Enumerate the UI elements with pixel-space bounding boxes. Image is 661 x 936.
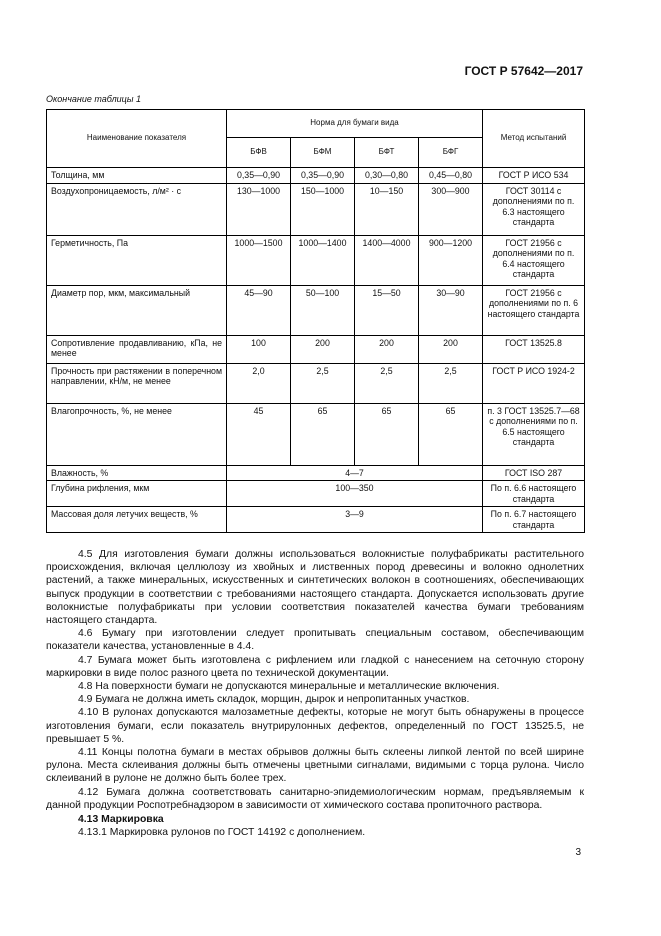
row-value: 2,5 <box>291 363 355 403</box>
row-value: 65 <box>419 403 483 465</box>
row-method: ГОСТ Р ИСО 534 <box>483 168 585 184</box>
table-row <box>47 507 585 533</box>
row-value: 2,5 <box>419 363 483 403</box>
page-number: 3 <box>575 847 581 858</box>
paragraph: 4.8 На поверхности бумаги не допускаются минеральные и металлические включения. <box>78 681 500 693</box>
row-value: 2,0 <box>227 363 291 403</box>
row-value: 2,5 <box>355 363 419 403</box>
row-name: Диаметр пор, мкм, максимальный <box>47 285 227 335</box>
row-method: По п. 6.7 настоящего стандарта <box>483 507 585 533</box>
table-row <box>47 235 585 285</box>
row-value: 1400—4000 <box>355 235 419 285</box>
paragraph: 4.7 Бумага может быть изготовлена с рифлением или гладкой с нанесением на сеточную сторону маркировки в виде полос разного цвета по технической документации. <box>46 654 584 679</box>
row-value: 0,30—0,80 <box>355 168 419 184</box>
row-value: 45 <box>227 403 291 465</box>
row-value: 0,35—0,90 <box>227 168 291 184</box>
row-name: Влагопрочность, %, не менее <box>47 403 227 465</box>
row-name: Сопротивление продавливанию, кПа, не менее <box>47 335 227 363</box>
row-method: ГОСТ 21956 с дополнениями по п. 6.4 настоящего стандарта <box>483 235 585 285</box>
row-value: 100—350 <box>227 481 483 507</box>
row-method: ГОСТ 30114 с дополнениями по п. 6.3 настоящего стандарта <box>483 183 585 235</box>
paragraph: 4.6 Бумагу при изготовлении следует пропитывать специальным составом, обеспечивающим показатели качества, установленные в 4.4. <box>46 628 584 653</box>
row-value: 300—900 <box>419 183 483 235</box>
row-value: 100 <box>227 335 291 363</box>
row-value: 1000—1400 <box>291 235 355 285</box>
row-value: 45—90 <box>227 285 291 335</box>
row-name: Массовая доля летучих веществ, % <box>47 507 227 533</box>
table-row <box>47 465 585 481</box>
row-method: п. 3 ГОСТ 13525.7—68 с дополнениями по п. 6.5 настоящего стандарта <box>483 403 585 465</box>
row-value: 50—100 <box>291 285 355 335</box>
paragraph: 4.12 Бумага должна соответствовать санитарно-эпидемиологическим нормам, предъявляемым к данной продукции Роспотребнадзором в зависимости от химического состава пропиточного раствора. <box>46 786 584 811</box>
table-row <box>47 183 585 235</box>
row-value: 200 <box>355 335 419 363</box>
table-row <box>47 481 585 507</box>
row-value: 900—1200 <box>419 235 483 285</box>
paragraph: 4.10 В рулонах допускаются малозаметные дефекты, которые не могут быть обнаружены в процессе изготовления бумаги, если показатель внутрирулонных дефектов, определенный по ГОСТ 13525.5, не превышает 5 %. <box>46 707 584 745</box>
paragraph: 4.5 Для изготовления бумаги должны использоваться волокнистые полуфабрикаты растительного происхождения, включая целлюлозу из хвойных и лиственных пород древесины и волокно однолетних растений, а также минеральных, искусственных и синтетических волокон в соотношениях, обеспечивающих выпуск продукции в соответствии с требованиями настоящего стандарта. Допускается использовать другие волокнистые полуфабрикаты при условии соответствия показателей качества бумаги требованиям настоящего стандарта. <box>46 549 584 627</box>
row-value: 130—1000 <box>227 183 291 235</box>
row-value: 30—90 <box>419 285 483 335</box>
row-value: 0,45—0,80 <box>419 168 483 184</box>
row-value: 1000—1500 <box>227 235 291 285</box>
row-method: ГОСТ 21956 с дополнениями по п. 6 настоящего стандарта <box>483 285 585 335</box>
row-method: ГОСТ 13525.8 <box>483 335 585 363</box>
header-norm: Норма для бумаги вида <box>227 110 483 138</box>
row-name: Толщина, мм <box>47 168 227 184</box>
row-name: Глубина рифления, мкм <box>47 481 227 507</box>
row-name: Воздухопроницаемость, л/м² · с <box>47 183 227 235</box>
row-value: 200 <box>419 335 483 363</box>
subheader: БФМ <box>291 138 355 168</box>
row-value: 10—150 <box>355 183 419 235</box>
row-method: По п. 6.6 настоящего стандарта <box>483 481 585 507</box>
row-value: 65 <box>291 403 355 465</box>
body-text <box>46 548 584 839</box>
subheader: БФВ <box>227 138 291 168</box>
header-name: Наименование показателя <box>47 110 227 168</box>
table-row <box>47 403 585 465</box>
row-value: 200 <box>291 335 355 363</box>
paragraph: 4.9 Бумага не должна иметь складок, морщин, дырок и непропитанных участков. <box>78 694 470 706</box>
document-code: ГОСТ Р 57642—2017 <box>464 64 583 78</box>
table-row <box>47 285 585 335</box>
subheader: БФТ <box>355 138 419 168</box>
row-value: 150—1000 <box>291 183 355 235</box>
paragraph: 4.13.1 Маркировка рулонов по ГОСТ 14192 с дополнением. <box>78 827 366 839</box>
row-value: 15—50 <box>355 285 419 335</box>
subheader: БФГ <box>419 138 483 168</box>
header-method: Метод испытаний <box>483 110 585 168</box>
table-row <box>47 168 585 184</box>
row-name: Прочность при растяжении в поперечном направлении, кН/м, не менее <box>47 363 227 403</box>
table-row <box>47 335 585 363</box>
row-value: 0,35—0,90 <box>291 168 355 184</box>
row-value: 65 <box>355 403 419 465</box>
spec-table <box>46 109 585 533</box>
row-method: ГОСТ Р ИСО 1924-2 <box>483 363 585 403</box>
row-value: 4—7 <box>227 465 483 481</box>
row-value: 3—9 <box>227 507 483 533</box>
row-name: Герметичность, Па <box>47 235 227 285</box>
table-caption: Окончание таблицы 1 <box>46 94 141 104</box>
row-name: Влажность, % <box>47 465 227 481</box>
section-heading: 4.13 Маркировка <box>78 814 164 826</box>
row-method: ГОСТ ISO 287 <box>483 465 585 481</box>
table-row <box>47 363 585 403</box>
paragraph: 4.11 Концы полотна бумаги в местах обрывов должны быть склеены липкой лентой по всей ширине рулона. Места склеивания должны быть отмечены цветными сигналами, видимыми с торца рулона. Число склеиваний в рулоне не должно быть более трех. <box>46 747 584 785</box>
